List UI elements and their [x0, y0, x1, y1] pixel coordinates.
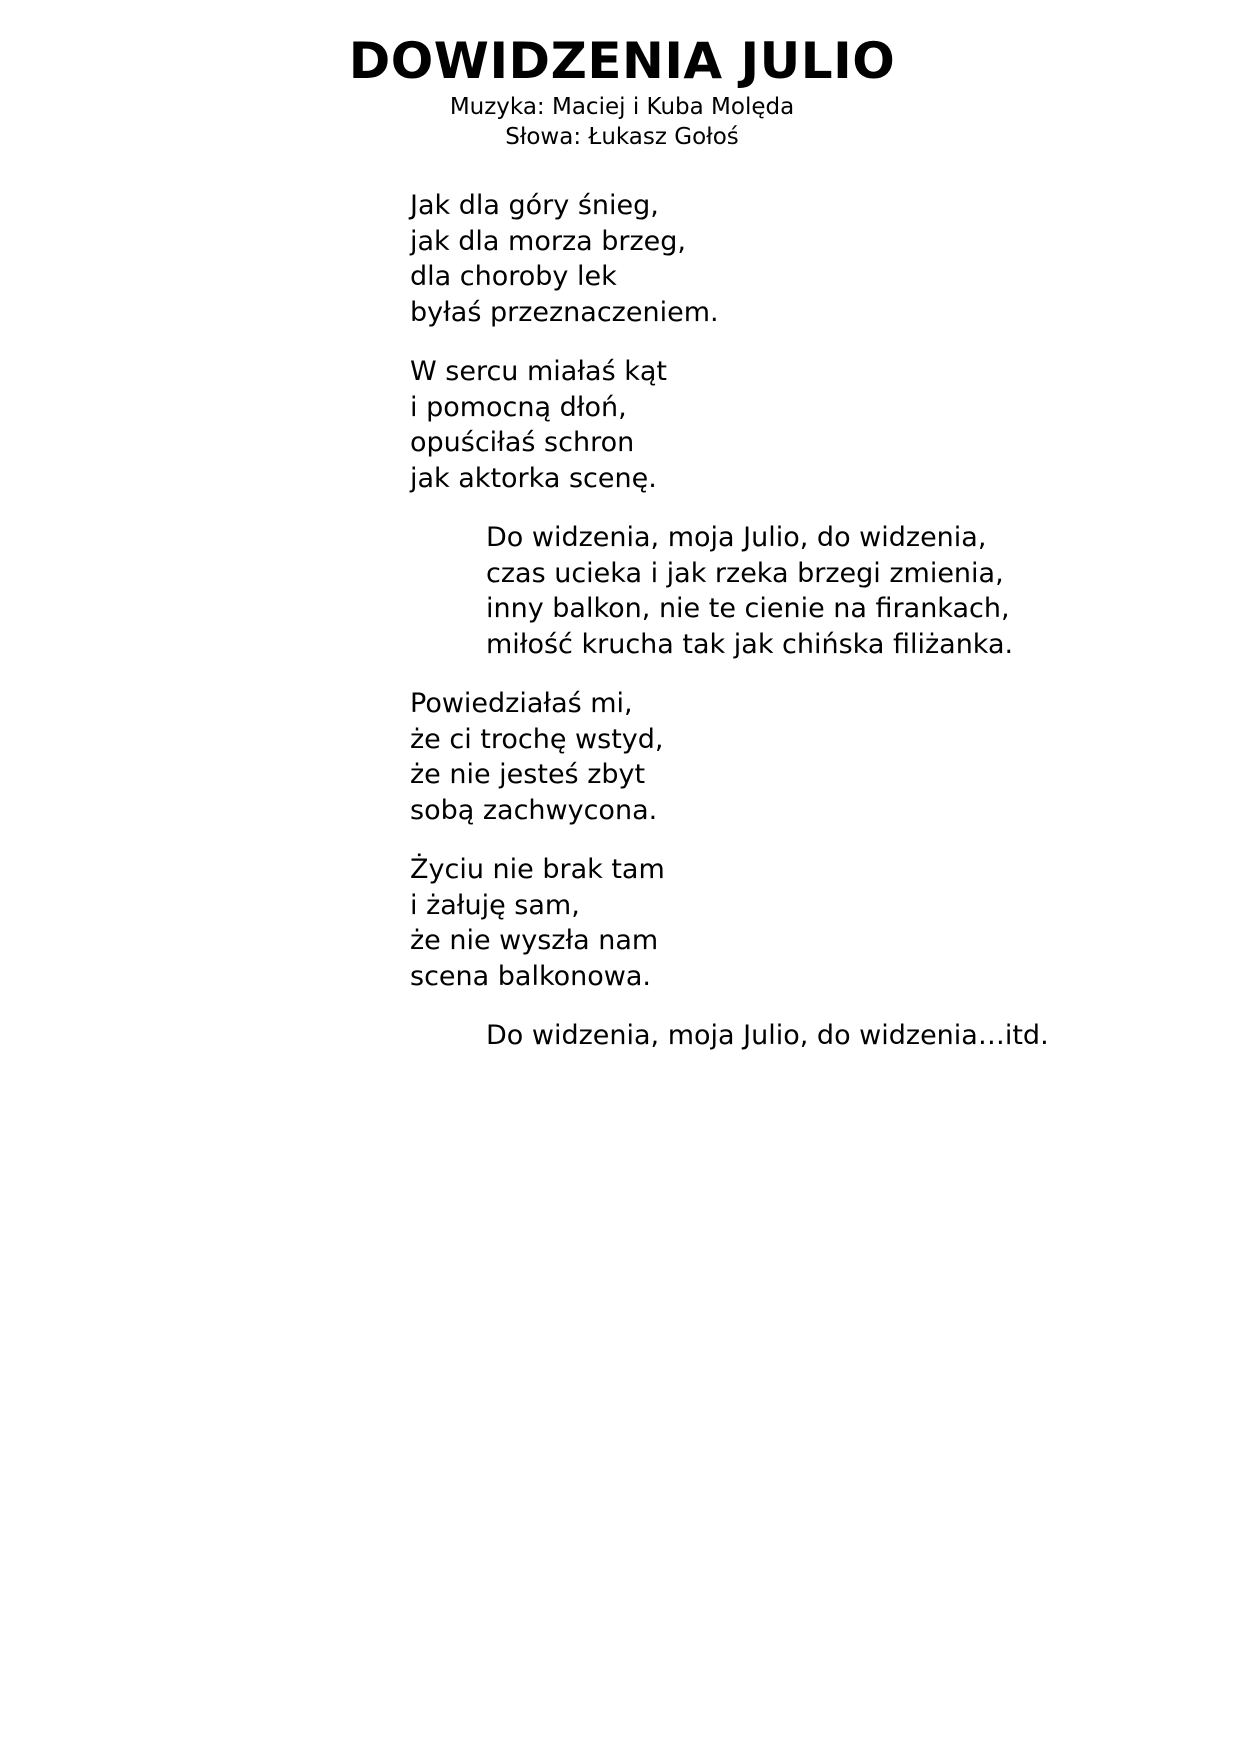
music-credit: Muzyka: Maciej i Kuba Molęda — [449, 94, 795, 120]
lyric-line: i żałuję sam, — [410, 889, 580, 921]
song-header — [0, 30, 1240, 152]
lyric-line: sobą zachwycona. — [410, 794, 658, 826]
lyric-line: że nie wyszła nam — [410, 925, 659, 956]
verse-3 — [410, 686, 1210, 828]
lyric-line: scena balkonowa. — [410, 960, 651, 992]
lyric-line: opuściłaś schron — [410, 427, 635, 458]
lyric-line: Życiu nie brak tam — [410, 854, 665, 885]
verse-2 — [410, 354, 1210, 496]
lyric-line: że nie jesteś zbyt — [410, 759, 646, 790]
lyric-line: Powiedziałaś mi, — [410, 688, 633, 719]
lyric-line: W sercu miałaś kąt — [410, 356, 667, 387]
lyric-line: miłość krucha tak jak chińska filiżanka. — [486, 628, 1014, 660]
lyric-line: jak aktorka scenę. — [410, 462, 657, 494]
lyric-line: inny balkon, nie te cienie na firankach, — [486, 593, 1010, 624]
lyric-line: Do widzenia, moja Julio, do widzenia, — [486, 522, 987, 553]
lyric-line: czas ucieka i jak rzeka brzegi zmienia, — [486, 557, 1004, 589]
lyric-line: dla choroby lek — [410, 261, 617, 292]
lyric-line: i pomocną dłoń, — [410, 391, 627, 423]
lyrics-body — [410, 188, 1210, 1078]
chorus-2 — [486, 1018, 1210, 1054]
lyrics-credit: Słowa: Łukasz Gołoś — [505, 124, 739, 150]
lyric-line: jak dla morza brzeg, — [410, 225, 686, 257]
song-title: DOWIDZENIA JULIO — [348, 32, 896, 90]
verse-1 — [410, 188, 1210, 330]
lyric-line: Jak dla góry śnieg, — [410, 190, 659, 221]
lyric-line: Do widzenia, moja Julio, do widzenia…itd. — [486, 1020, 1049, 1051]
lyric-line: że ci trochę wstyd, — [410, 723, 664, 755]
verse-4 — [410, 852, 1210, 994]
lyric-line: byłaś przeznaczeniem. — [410, 296, 719, 328]
chorus-1 — [486, 520, 1210, 662]
